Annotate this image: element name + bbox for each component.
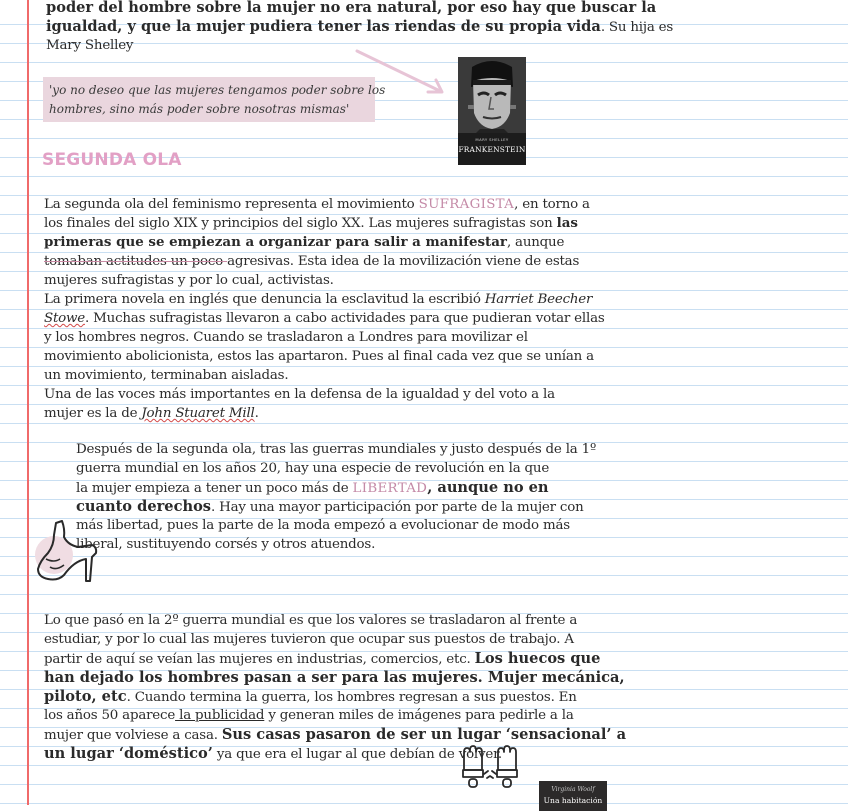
p3-l6-underlined: la publicidad	[175, 708, 265, 723]
quote-text	[49, 81, 385, 119]
p1-l4-strike: tomaban actitudes un poco	[44, 254, 228, 269]
p2-l5: más libertad, pues la parte de la moda empezó a evolucionar de modo más	[76, 518, 570, 533]
p1-l12-end: .	[254, 406, 259, 421]
p1-l6-a: La primera novela en inglés que denuncia la esclavitud la escribió	[44, 292, 485, 307]
p1-l4-rest: agresivas. Esta idea de la movilización viene de estas	[227, 254, 580, 269]
p1-l11: Una de las voces más importantes en la defensa de la igualdad y del voto a la	[44, 387, 555, 402]
p1-l10: un movimiento, terminaban aisladas.	[44, 368, 289, 383]
keyword-libertad: LIBERTAD	[352, 481, 428, 496]
p2-l1: Después de la segunda ola, tras las guerras mundiales y justo después de la 1º	[76, 442, 597, 457]
intro-paragraph	[46, 0, 673, 55]
p1-l8: y los hombres negros. Cuando se trasladaron a Londres para movilizar el	[44, 330, 528, 345]
p2-l4-bold: cuanto derechos	[76, 498, 212, 515]
section-heading: SEGUNDA OLA	[42, 150, 182, 170]
p3-l7-a: mujer que volviese a casa.	[44, 728, 222, 743]
p1-l12-a: mujer es la de	[44, 406, 142, 421]
book2-author: Virginia Woolf	[551, 786, 595, 793]
woolf-book-cover	[539, 781, 607, 811]
p3-l6-a: los años 50 aparece	[44, 708, 176, 723]
p3-l4-bold: han dejado los hombres pasan a ser para las mujeres. Mujer mecánica,	[44, 669, 625, 686]
p3-l3-bold: Los huecos que	[474, 650, 601, 667]
intro-line-2-rest: . Su hija es	[600, 20, 674, 35]
p1-l9: movimiento abolicionista, estos las apartaron. Pues al final cada vez que se unían a	[44, 349, 594, 364]
p1-l1-a: La segunda ola del feminismo representa el movimiento	[44, 197, 419, 212]
p1-l7-rest: . Muchas sufragistas llevaron a cabo actividades para que pudieran votar ellas	[85, 311, 605, 326]
p1-l5: mujeres sufragistas y por lo cual, activistas.	[44, 273, 334, 288]
book2-title: Una habitación	[543, 796, 603, 805]
p3-l8-bold: un lugar ‘doméstico’	[44, 745, 213, 762]
p1-l2-a: los finales del siglo XIX y principios del siglo XX. Las mujeres sufragistas son	[44, 216, 557, 231]
p2-l6: liberal, sustituyendo corsés y otros atuendos.	[76, 537, 376, 552]
notebook-margin-line	[27, 0, 29, 805]
p3-l8-rest: ya que era el lugar al que debían de volver.	[212, 747, 502, 762]
intro-line-2-bold: igualdad, y que la mujer pudiera tener las riendas de su propia vida	[46, 18, 601, 35]
p2-l3-a: la mujer empieza a tener un poco más de	[76, 481, 353, 496]
frankenstein-portrait-icon	[458, 57, 526, 133]
p3-l3-a: partir de aquí se veían las mujeres en industrias, comercios, etc.	[44, 652, 475, 667]
paragraph-suffragist	[44, 195, 605, 423]
broken-chains-hands-icon	[460, 744, 520, 790]
quote-line-1: 'yo no deseo que las mujeres tengamos poder sobre los	[49, 83, 386, 97]
p2-l2: guerra mundial en los años 20, hay una especie de revolución en la que	[76, 461, 550, 476]
intro-line-1: poder del hombre sobre la mujer no era natural, por eso hay que buscar la	[46, 0, 657, 16]
book-title: FRANKENSTEIN	[458, 145, 526, 154]
quote-line-2: hombres, sino más poder sobre nosotras mismas'	[49, 102, 350, 116]
p1-l12-italic: John Stuaret Mill	[141, 406, 255, 421]
p3-l2: estudiar, y por lo cual las mujeres tuvieron que ocupar sus puestos de trabajo. A	[44, 632, 574, 647]
p2-l3-bold: , aunque no en	[427, 479, 549, 496]
book-author: MARY SHELLEY	[475, 137, 509, 142]
p1-l1-b: , en torno a	[514, 197, 590, 212]
p3-l1: Lo que pasó en la 2º guerra mundial es que los valores se trasladaron al frente a	[44, 613, 578, 628]
p3-l5-bold: piloto, etc	[44, 688, 127, 705]
p3-l5-rest: . Cuando termina la guerra, los hombres regresan a sus puestos. En	[126, 690, 577, 705]
high-heel-shoe-icon	[34, 517, 100, 585]
p1-l6-italic: Harriet Beecher	[484, 292, 593, 307]
p1-l2-bold: las	[556, 215, 578, 231]
paragraph-post-war	[76, 440, 596, 554]
paragraph-ww2	[44, 611, 626, 763]
p2-l4-rest: . Hay una mayor participación por parte de la mujer con	[211, 500, 584, 515]
intro-line-3: Mary Shelley	[46, 38, 134, 53]
frankenstein-book-cover	[458, 57, 526, 165]
p3-l6-rest: y generan miles de imágenes para pedirle a la	[264, 708, 574, 723]
p1-l3-bold: primeras que se empiezan a organizar para salir a manifestar	[44, 234, 507, 250]
keyword-sufragista: SUFRAGISTA	[418, 197, 515, 212]
p1-l3-rest: , aunque	[506, 235, 565, 250]
p3-l7-bold: Sus casas pasaron de ser un lugar ‘sensacional’ a	[221, 726, 627, 743]
p1-l7-italic: Stowe	[44, 311, 86, 326]
